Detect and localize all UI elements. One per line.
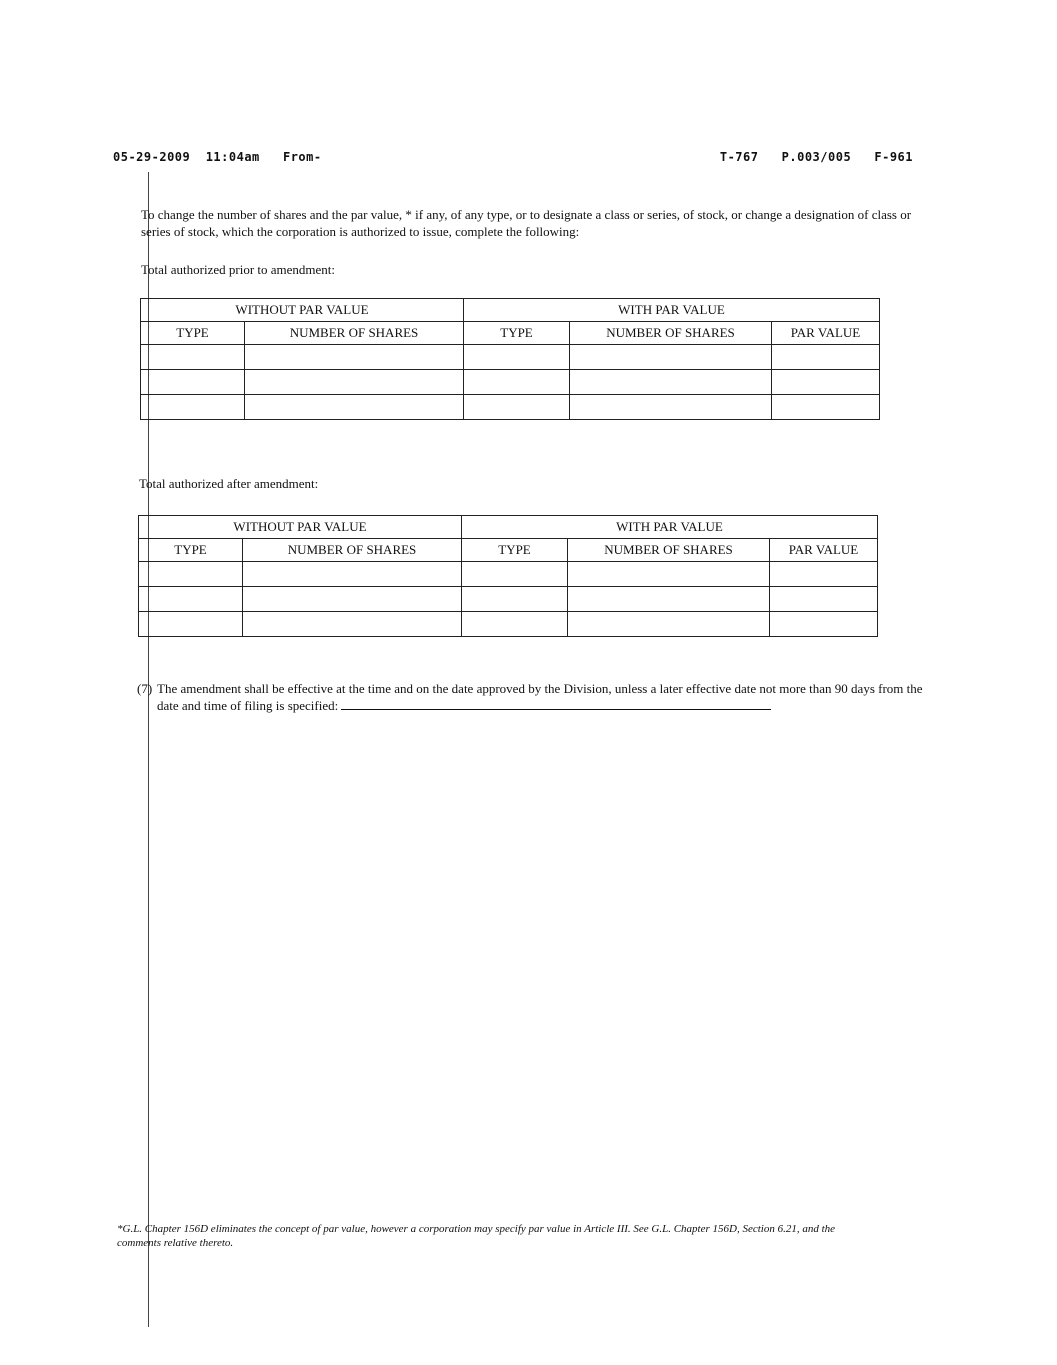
prior-shares-table — [140, 298, 880, 420]
intro-paragraph: To change the number of shares and the par value, * if any, of any type, or to designate a class or series, of stock, or change a designation of class or series of stock, which the corporation is authorized to issue, complete the following: — [141, 207, 912, 239]
fax-date: 05-29-2009 — [113, 150, 191, 164]
table-cell[interactable] — [770, 562, 878, 587]
clause-7 — [137, 680, 927, 714]
table-cell[interactable] — [139, 587, 243, 612]
with-par-header: WITH PAR VALUE — [464, 299, 880, 322]
table-row — [141, 370, 880, 395]
type-header: TYPE — [139, 539, 243, 562]
after-amendment-label: Total authorized after amendment: — [139, 476, 319, 491]
table-cell[interactable] — [141, 370, 245, 395]
table-cell[interactable] — [772, 345, 880, 370]
table-row — [141, 395, 880, 420]
table-cell[interactable] — [141, 345, 245, 370]
table-cell[interactable] — [772, 395, 880, 420]
table-cell[interactable] — [770, 612, 878, 637]
table-cell[interactable] — [462, 562, 568, 587]
fax-header — [113, 150, 913, 168]
table-row — [139, 562, 878, 587]
type-header: TYPE — [464, 322, 570, 345]
effective-date-field[interactable] — [341, 697, 771, 710]
table-cell[interactable] — [464, 395, 570, 420]
table-cell[interactable] — [462, 587, 568, 612]
fax-header-left — [113, 150, 322, 164]
fax-header-right — [720, 150, 913, 164]
type-header: TYPE — [462, 539, 568, 562]
table-cell[interactable] — [141, 395, 245, 420]
table-cell[interactable] — [464, 370, 570, 395]
par-value-header: PAR VALUE — [772, 322, 880, 345]
table-cell[interactable] — [245, 395, 464, 420]
table-cell[interactable] — [139, 562, 243, 587]
table-cell[interactable] — [568, 612, 770, 637]
without-par-header: WITHOUT PAR VALUE — [141, 299, 464, 322]
table-cell[interactable] — [464, 345, 570, 370]
fax-from: From- — [282, 150, 322, 164]
table-cell[interactable] — [245, 345, 464, 370]
table-cell[interactable] — [570, 395, 772, 420]
table-row — [141, 345, 880, 370]
par-value-header: PAR VALUE — [770, 539, 878, 562]
after-shares-table — [138, 515, 878, 637]
table-cell[interactable] — [570, 370, 772, 395]
table-cell[interactable] — [462, 612, 568, 637]
table-cell[interactable] — [770, 587, 878, 612]
table-cell[interactable] — [139, 612, 243, 637]
fax-transaction: T-767 — [719, 150, 759, 164]
table-cell[interactable] — [243, 562, 462, 587]
fax-page: P.003/005 — [781, 150, 852, 164]
clause-7-number: (7) — [137, 681, 153, 696]
footnote: *G.L. Chapter 156D eliminates the concept of par value, however a corporation may specify par value in Article III. See G.L. Chapter 156D, Section 6.21, and the comments relative thereto. — [117, 1223, 836, 1249]
fax-time: 11:04am — [205, 150, 260, 164]
table-cell[interactable] — [243, 612, 462, 637]
table-row — [139, 612, 878, 637]
fax-form: F-961 — [874, 150, 913, 164]
number-of-shares-header: NUMBER OF SHARES — [568, 539, 770, 562]
prior-amendment-label: Total authorized prior to amendment: — [141, 262, 336, 277]
table-cell[interactable] — [570, 345, 772, 370]
with-par-header: WITH PAR VALUE — [462, 516, 878, 539]
number-of-shares-header: NUMBER OF SHARES — [245, 322, 464, 345]
type-header: TYPE — [141, 322, 245, 345]
without-par-header: WITHOUT PAR VALUE — [139, 516, 462, 539]
table-cell[interactable] — [245, 370, 464, 395]
table-cell[interactable] — [568, 562, 770, 587]
table-cell[interactable] — [243, 587, 462, 612]
table-row — [139, 587, 878, 612]
table-cell[interactable] — [772, 370, 880, 395]
number-of-shares-header: NUMBER OF SHARES — [243, 539, 462, 562]
clause-7-text: The amendment shall be effective at the time and on the date approved by the Division, unless a later effective date not more than 90 days from the date and time of filing is specified: — [157, 681, 923, 713]
table-cell[interactable] — [568, 587, 770, 612]
number-of-shares-header: NUMBER OF SHARES — [570, 322, 772, 345]
